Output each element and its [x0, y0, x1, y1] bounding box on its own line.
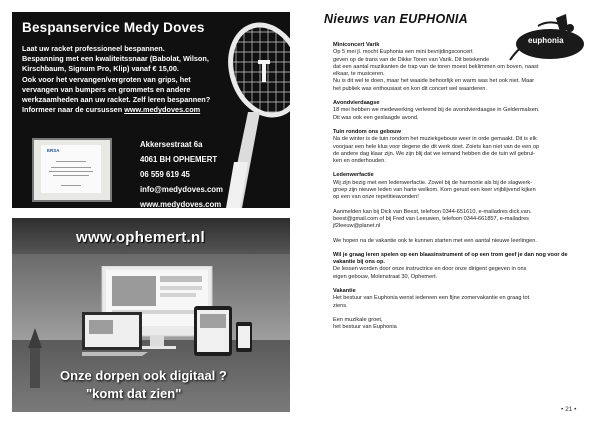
body-line: De lessen worden door onze instructrice en door onze dirigent gegeven in ons — [333, 266, 527, 273]
ad-line: vervangen van bumpers en grommets en andere — [22, 84, 191, 94]
ad-line: Laat uw racket professioneel bespannen. — [22, 44, 165, 53]
body-line: We hopen na de vakantie ook te kunnen starten met een aantal nieuwe leerlingen. — [333, 237, 537, 244]
ad-title: Bespanservice Medy Doves — [22, 20, 205, 35]
ad-body — [22, 44, 222, 115]
ophemert-banner — [12, 218, 290, 254]
body-line: 18 mei hebben we medewerking verleend bij de avondvierdaagse in Geldermalsen. — [333, 107, 540, 114]
newsletter-body — [333, 42, 591, 332]
ad-line: Kirschbaum, Signum Pro, Klip) vanaf € 15,00. — [22, 64, 179, 74]
ad-line: werkzaamheden aan uw racket. Zelf leren bespannen? — [22, 95, 211, 105]
body-line: ziens. — [333, 302, 348, 309]
ophemert-url[interactable]: www.ophemert.nl — [76, 229, 205, 246]
church-tower-image — [20, 328, 50, 388]
section-heading: Miniconcert Varik — [333, 42, 380, 48]
body-line: Het bestuur van Euphonia wenst iedereen een fijne zomervakantie en graag tot — [333, 295, 530, 302]
section-heading: Wil je graag leren spelen op een blaasinstrument of op een trom geef je dan nog voor de vakantie bij ons op. — [333, 251, 568, 266]
ophemert-subtagline: "komt dat zien" — [86, 386, 182, 401]
body-line: beest@gmail.com of bij Fred van Leeuwen, telefoon 0344-661857, e-mailadres — [333, 215, 529, 222]
section-heading: Tuin rondom ons gebouw — [333, 128, 401, 135]
devices-image — [82, 266, 252, 370]
contact-block — [140, 137, 223, 208]
ophemert-ad — [12, 218, 290, 412]
body-line: op een van onze repetitieavonden! — [333, 194, 419, 201]
body-line: elkaar, te musiceren. — [333, 71, 385, 78]
body-line: Een muzikale groet, — [333, 316, 383, 323]
body-line: het publiek was enthousiast en kon dit concert wel waarderen. — [333, 85, 487, 92]
section-tuin — [333, 129, 591, 165]
body-line: Nu is dit wel te doen, maar het waaide behoorlijk en warm was het ook niet. Maar — [333, 78, 535, 85]
ad-line: Ook voor het vervangen/vergroten van grips, het — [22, 74, 191, 84]
certificate-paper — [41, 145, 101, 193]
section-heading: Ledenwerfactie — [333, 172, 374, 179]
body-line: dat een aantal muzikanten de trap van de toren moest beklimmen om boven, naast — [333, 63, 539, 70]
body-line: ken en onderhouden. — [333, 158, 386, 165]
ersa-logo: ERSA — [47, 148, 60, 153]
phone: 06 559 619 45 — [140, 170, 190, 179]
section-heading: Avondvierdaagse — [333, 100, 380, 107]
section-ledenwerfactie — [333, 172, 591, 244]
address: Akkersestraat 6a — [140, 140, 203, 149]
body-line: Aanmelden kan bij Dick van Beest, telefoon 0344-651610, e-mailadres dick.van. — [333, 208, 532, 215]
body-line: jf2leeuw@planet.nl — [333, 223, 381, 230]
body-line: groep zijn nieuwe leden van harte welkom. Kom gerust een keer vrijblijvend kijken — [333, 187, 536, 194]
body-line: Dit was ook een geslaagde avond. — [333, 114, 419, 121]
info-link[interactable]: www.medydoves.com — [124, 105, 201, 115]
body-line: Wij zijn bezig met een ledenwerfactie. Zowel bij de harmonie als bij de slagwerk- — [333, 179, 532, 186]
logo-text: euphonia — [528, 36, 564, 45]
website-link[interactable]: www.medydoves.com — [140, 200, 222, 208]
body-line: Op 5 mei jl. mocht Euphonia een mini bevrijdingsconcert — [333, 49, 473, 56]
info-prefix: Informeer naar de cursussen — [22, 105, 125, 115]
page-number: • 21 • — [561, 406, 577, 413]
section-heading: Vakantie — [333, 288, 356, 295]
section-lessen — [333, 252, 591, 281]
section-miniconcert — [333, 42, 591, 93]
body-line: voorjaar een hele klus voor degene die dit werk doet. Zoiets kan niet van de een op — [333, 143, 540, 150]
body-line: eigen gebouw, Molenstraat 30, Ophemert. — [333, 273, 438, 280]
section-vakantie — [333, 288, 591, 331]
postcode: 4061 BH OPHEMERT — [140, 155, 218, 164]
email-link[interactable]: info@medydoves.com — [140, 185, 223, 194]
ad-line: Bespanning met een kwaliteitssnaar (Babolat, Wilson, — [22, 54, 209, 64]
body-line: Na de winter is de tuin rondom het muziekgebouw weer in orde gemaakt. Dit is elk — [333, 136, 537, 143]
body-line: de andere dag klaar zijn. We zijn blij dat we iemand hebben die de tuin wil gebrui- — [333, 150, 536, 157]
ersa-certificate-image — [32, 138, 112, 202]
ophemert-tagline: Onze dorpen ook digitaal ? — [60, 368, 227, 383]
ad-line — [22, 105, 222, 115]
section-avondvierdaagse — [333, 100, 591, 122]
newsletter-title: Nieuws van EUPHONIA — [324, 12, 468, 26]
body-line: geven op de trans van de Dikke Toren van Varik. Dit betekende — [333, 56, 490, 63]
body-line: het bestuur van Euphonia — [333, 324, 397, 331]
racket-service-ad — [12, 12, 290, 208]
